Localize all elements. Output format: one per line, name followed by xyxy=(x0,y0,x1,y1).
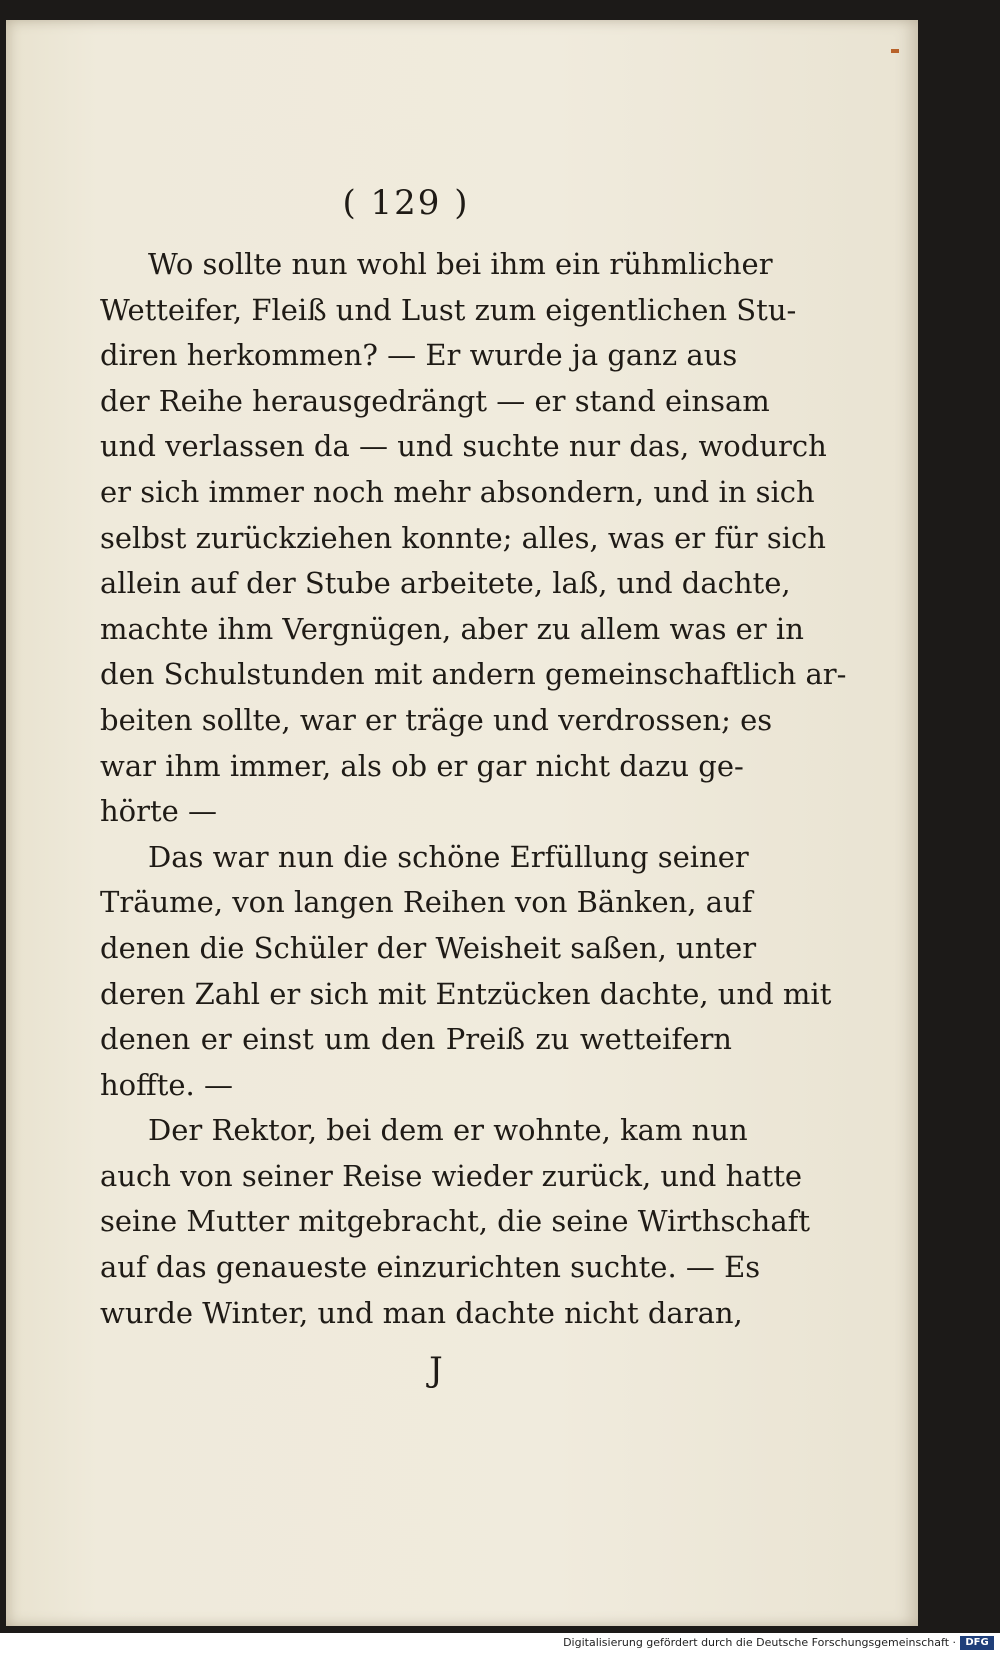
text-line: der Reihe herausgedrängt — er stand einsam xyxy=(100,383,770,418)
text-line: Wetteifer, Fleiß und Lust zum eigentlichen Stu- xyxy=(100,292,797,327)
text-line: deren Zahl er sich mit Entzücken dachte, und mit xyxy=(100,976,832,1011)
text-line: Das war nun die schöne Erfüllung seiner xyxy=(148,839,749,874)
text-line: und verlassen da — und suchte nur das, wodurch xyxy=(100,429,827,464)
text-line: diren herkommen? — Er wurde ja ganz aus xyxy=(100,338,738,373)
text-line: machte ihm Vergnügen, aber zu allem was er in xyxy=(100,611,804,646)
text-line: war ihm immer, als ob er gar nicht dazu ge- xyxy=(100,748,744,783)
text-line: beiten sollte, war er träge und verdrossen; es xyxy=(100,702,773,737)
text-line: auf das genaueste einzurichten suchte. — Es xyxy=(100,1250,761,1285)
catchword: J xyxy=(429,1350,443,1390)
text-line: Träume, von langen Reihen von Bänken, auf xyxy=(100,885,753,920)
page-body-text xyxy=(100,242,847,1336)
text-line: auch von seiner Reise wieder zurück, und hatte xyxy=(100,1158,803,1193)
footer-bar xyxy=(0,1633,1000,1654)
text-line: selbst zurückziehen konnte; alles, was er für sich xyxy=(100,520,826,555)
text-line: Der Rektor, bei dem er wohnte, kam nun xyxy=(148,1113,748,1148)
dfg-logo: DFG xyxy=(960,1636,994,1650)
text-line: Wo sollte nun wohl bei ihm ein rühmlicher xyxy=(148,247,773,281)
text-line: denen er einst um den Preiß zu wetteifern xyxy=(100,1022,732,1057)
page-number: ( 129 ) xyxy=(342,183,470,223)
footer-credit: Digitalisierung gefördert durch die Deutsche Forschungsgemeinschaft · xyxy=(563,1636,956,1649)
text-line: hoffte. — xyxy=(100,1067,233,1102)
page-edge-mark xyxy=(891,49,899,53)
text-line: denen die Schüler der Weisheit saßen, unter xyxy=(100,930,757,965)
text-line: hörte — xyxy=(100,794,218,829)
text-line: allein auf der Stube arbeitete, laß, und dachte, xyxy=(100,566,791,601)
text-line: seine Mutter mitgebracht, die seine Wirthschaft xyxy=(100,1204,811,1239)
text-line: wurde Winter, und man dachte nicht daran, xyxy=(100,1295,743,1330)
book-page xyxy=(6,20,918,1626)
text-line: er sich immer noch mehr absondern, und in sich xyxy=(100,474,815,509)
text-line: den Schulstunden mit andern gemeinschaftlich ar- xyxy=(100,657,847,692)
